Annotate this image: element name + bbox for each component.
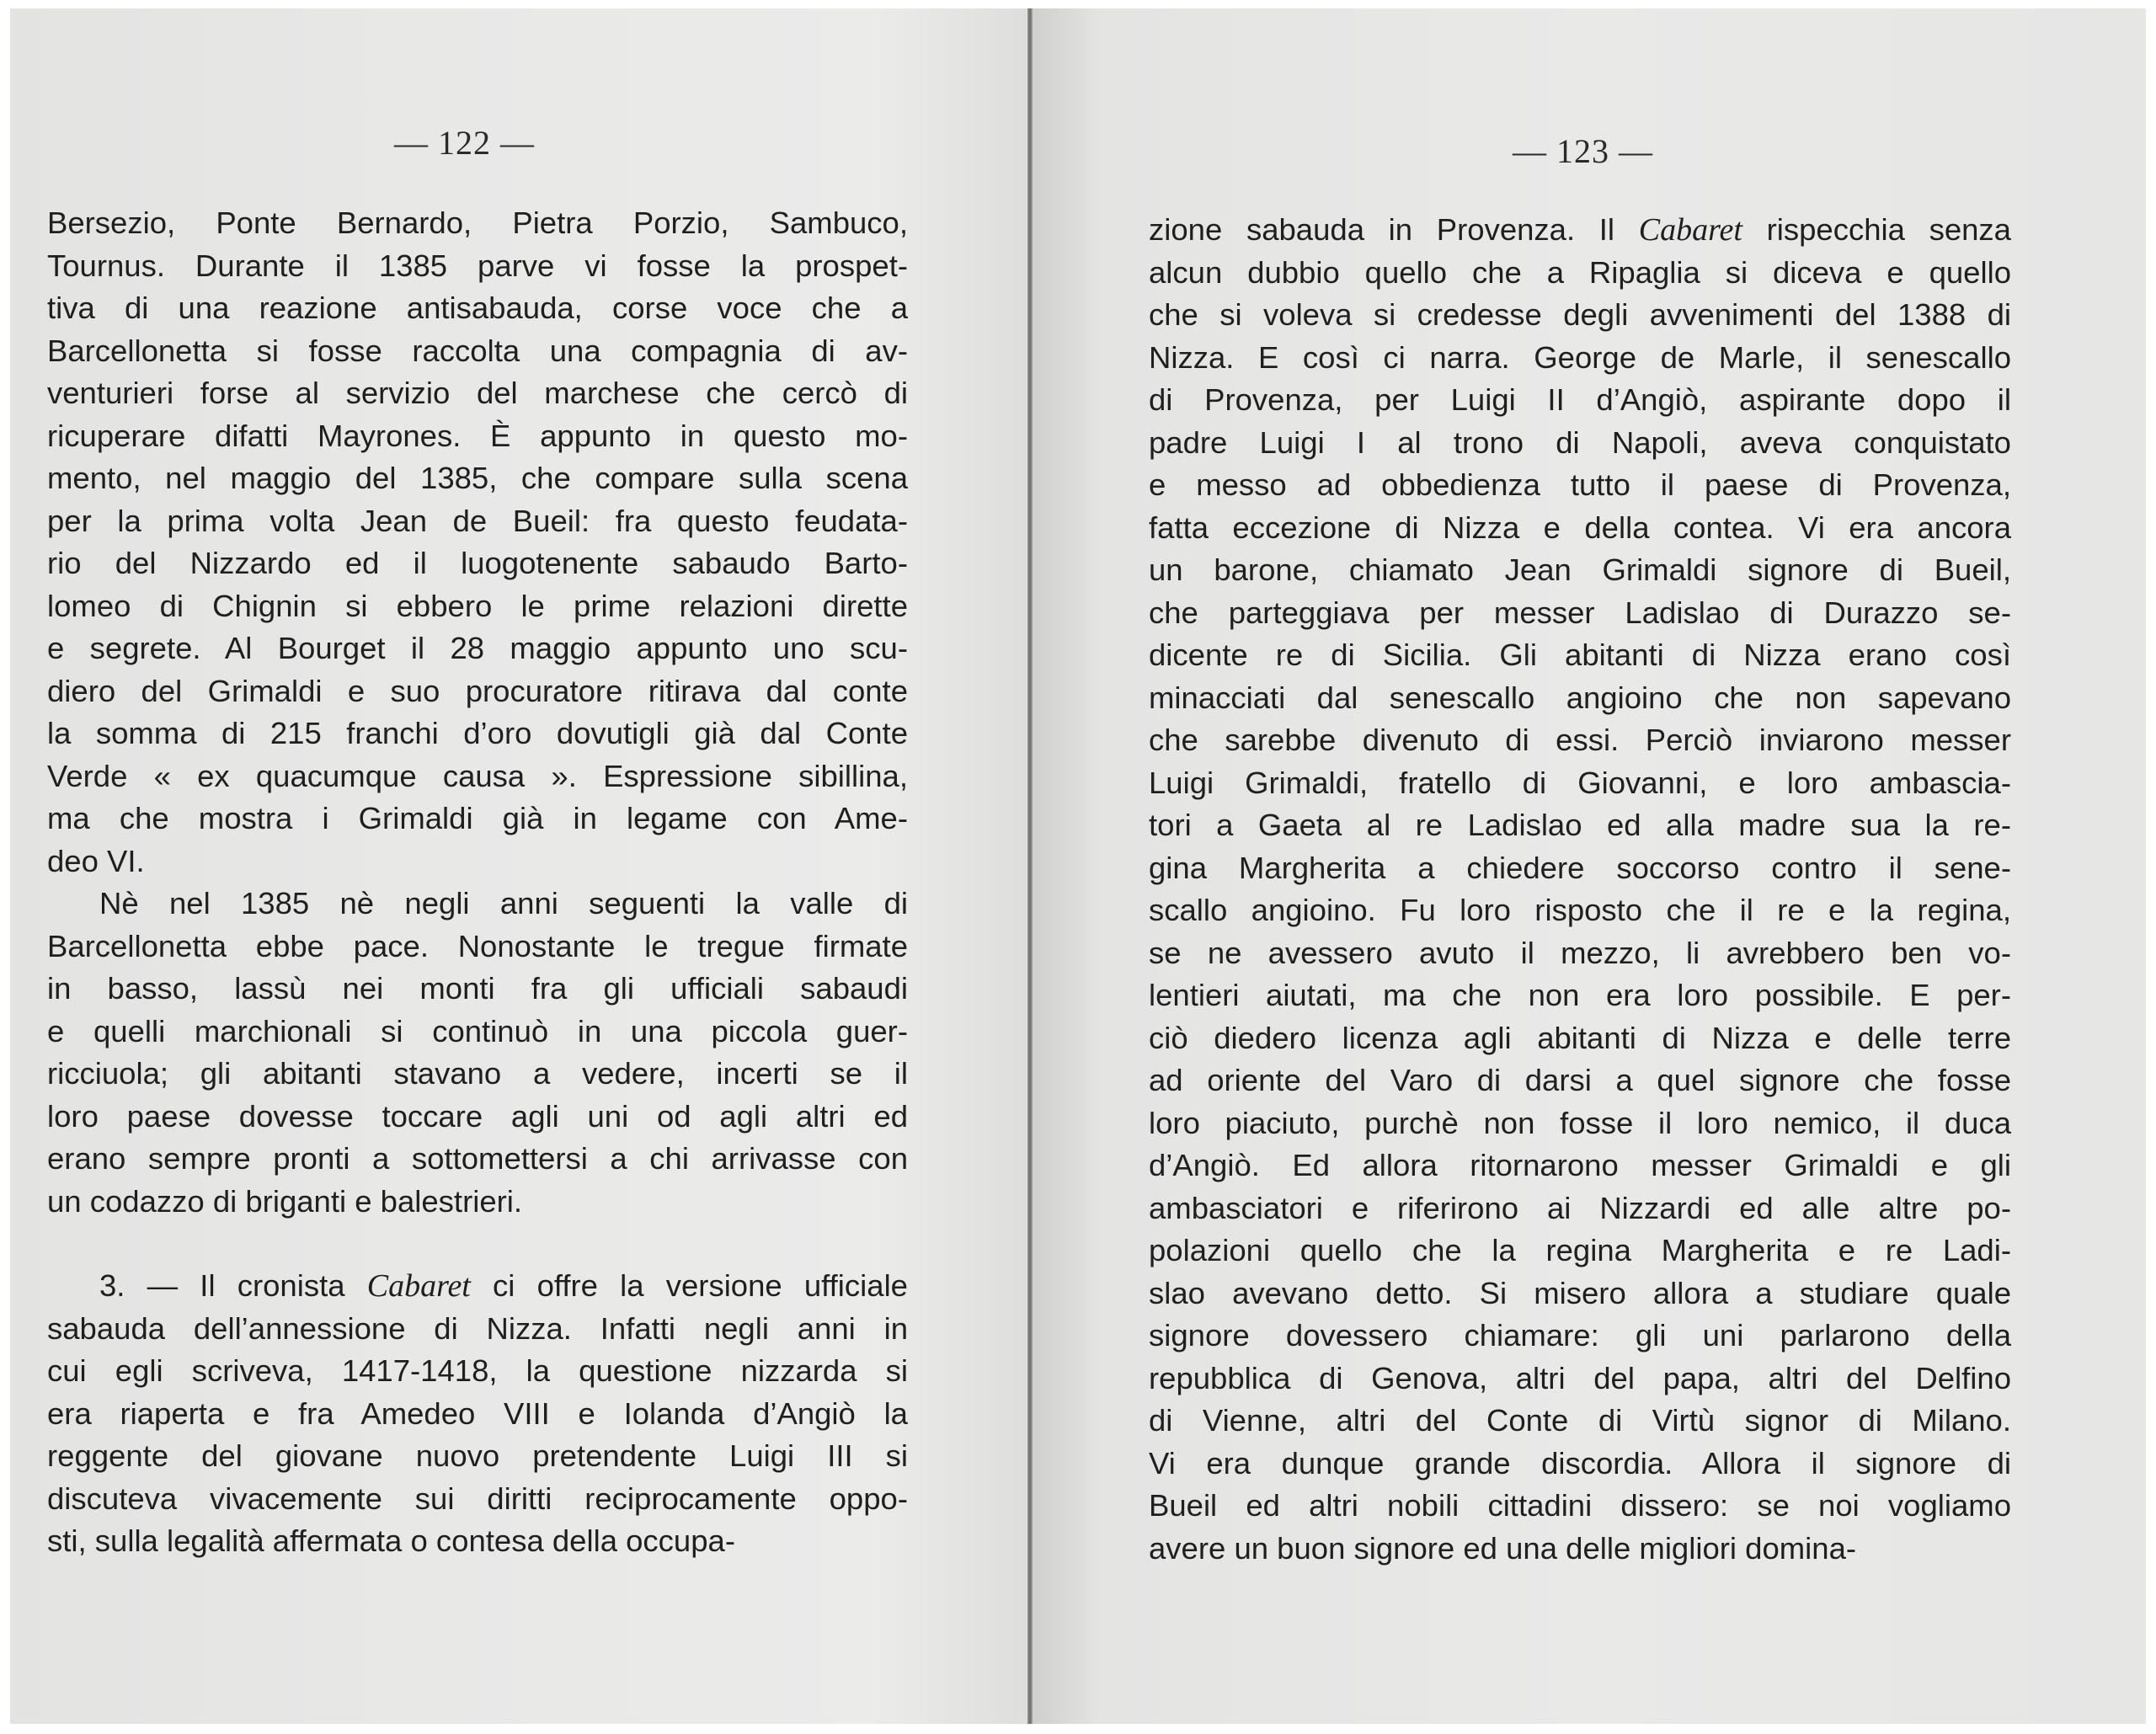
text-segment: un barone, chiamato Jean Grimaldi signore di Bueil, [1149, 552, 2011, 587]
text-line [47, 798, 908, 840]
text-line [1149, 209, 2011, 252]
text-line [47, 670, 908, 713]
left-page [10, 8, 1029, 1724]
text-segment: Barcellonetta si fosse raccolta una compagnia di av- [47, 333, 908, 368]
page-number-left: — 122 — [394, 124, 535, 162]
text-line [1149, 294, 2011, 337]
text-segment: diero del Grimaldi e suo procuratore ritirava dal conte [47, 673, 908, 708]
text-segment: avere un buon signore ed una delle migliori domina- [1149, 1530, 1857, 1566]
page-number-right: — 123 — [1513, 132, 1653, 170]
text-line [1149, 252, 2011, 295]
text-line [47, 1393, 908, 1436]
text-line [1149, 464, 2011, 507]
text-segment: signore dovessero chiamare: gli uni parlarono della [1149, 1318, 2011, 1353]
text-segment: lomeo di Chignin si ebbero le prime relazioni dirette [47, 588, 908, 623]
text-segment: sti, sulla legalità affermata o contesa della occupa- [47, 1523, 735, 1558]
text-line [47, 245, 908, 288]
text-segment: e quelli marchionali si continuò in una piccola guer- [47, 1013, 908, 1048]
text-segment: mento, nel maggio del 1385, che compare sulla scena [47, 461, 908, 495]
text-segment: ambasciatori e riferirono ai Nizzardi ed alle altre po- [1149, 1190, 2011, 1225]
text-line [1149, 1272, 2011, 1315]
text-line [1149, 1443, 2011, 1486]
text-line [1149, 549, 2011, 592]
italic-text: Cabaret [1638, 212, 1742, 248]
text-segment: venturieri forse al servizio del marchese che cercò di [47, 376, 908, 410]
text-line [47, 1011, 908, 1054]
text-segment: deo VI. [47, 843, 145, 878]
text-segment: se ne avessero avuto il mezzo, li avrebbero ben vo- [1149, 935, 2011, 970]
text-line [47, 1478, 908, 1521]
text-segment: fatta eccezione di Nizza e della contea. Vi era ancora [1149, 510, 2011, 545]
text-segment: loro piaciuto, purchè non fosse il loro nemico, il duca [1149, 1105, 2011, 1140]
text-line [1149, 1315, 2011, 1358]
text-line [47, 1096, 908, 1139]
text-segment: loro paese dovesse toccare agli uni od agli altri ed [47, 1098, 908, 1134]
text-line [47, 1265, 908, 1308]
text-segment: Vi era dunque grande discordia. Allora il signore di [1149, 1445, 2011, 1481]
text-line [47, 500, 908, 543]
text-segment: polazioni quello che la regina Margherita e re Ladi- [1149, 1233, 2011, 1267]
text-line [1149, 379, 2011, 422]
text-segment: gina Margherita a chiedere soccorso contro il sene- [1149, 850, 2011, 885]
text-line [47, 202, 908, 245]
text-line [47, 840, 908, 883]
text-segment: erano sempre pronti a sottomettersi a chi arrivasse con [47, 1141, 908, 1176]
text-line [47, 1181, 908, 1224]
text-line [47, 1435, 908, 1478]
text-segment: Nè nel 1385 nè negli anni seguenti la valle di [99, 886, 908, 920]
text-line [1149, 1358, 2011, 1401]
text-segment: che si voleva si credesse degli avvenimenti del 1388 di [1149, 297, 2011, 332]
text-line [47, 755, 908, 798]
text-line [47, 457, 908, 500]
text-segment: rio del Nizzardo ed il luogotenente sabaudo Barto- [47, 546, 908, 580]
italic-text: Cabaret [366, 1268, 471, 1304]
text-segment: ci offre la versione ufficiale [470, 1268, 908, 1303]
text-segment: tori a Gaeta al re Ladislao ed alla madre sua la re- [1149, 808, 2011, 842]
text-segment: Barcellonetta ebbe pace. Nonostante le tregue firmate [47, 928, 908, 963]
text-line [1149, 507, 2011, 550]
text-line [1149, 337, 2011, 380]
text-line [1149, 1528, 2011, 1571]
text-segment: Tournus. Durante il 1385 parve vi fosse la prospet- [47, 248, 908, 283]
text-line [47, 1138, 908, 1181]
text-line [1149, 677, 2011, 720]
text-line [47, 627, 908, 670]
text-segment: tiva di una reazione antisabauda, corse voce che a [47, 291, 908, 325]
text-line [1149, 974, 2011, 1017]
text-segment: in basso, lassù nei monti fra gli ufficiali sabaudi [47, 971, 908, 1006]
left-page-text [47, 202, 908, 1563]
text-segment: era riaperta e fra Amedeo VIII e Iolanda d’Angiò la [47, 1395, 908, 1431]
text-line [47, 883, 908, 926]
text-segment: Bueil ed altri nobili cittadini dissero: se noi vogliamo [1149, 1488, 2011, 1523]
text-line [47, 585, 908, 628]
text-segment: per la prima volta Jean de Bueil: fra questo feudata- [47, 503, 908, 538]
text-line [1149, 1485, 2011, 1528]
text-line [1149, 1059, 2011, 1102]
text-segment: cui egli scriveva, 1417-1418, la questione nizzarda si [47, 1353, 908, 1388]
text-segment: minacciati dal senescallo angioino che non sapevano [1149, 680, 2011, 715]
text-line [47, 1053, 908, 1096]
text-segment: 3. — Il cronista [99, 1268, 367, 1303]
text-line [1149, 889, 2011, 932]
text-line [1149, 719, 2011, 762]
text-line [1149, 847, 2011, 890]
text-segment: dicente re di Sicilia. Gli abitanti di Nizza erano così [1149, 638, 2011, 672]
text-segment: zione sabauda in Provenza. Il [1149, 212, 1639, 247]
text-segment: discuteva vivacemente sui diritti reciprocamente oppo- [47, 1481, 908, 1516]
text-line [1149, 1144, 2011, 1187]
text-segment: padre Luigi I al trono di Napoli, aveva conquistato [1149, 424, 2011, 460]
text-segment: un codazzo di briganti e balestrieri. [47, 1183, 523, 1219]
text-line [47, 330, 908, 373]
text-line [1149, 1102, 2011, 1145]
text-segment: e messo ad obbedienza tutto il paese di Provenza, [1149, 467, 2011, 502]
text-line [47, 926, 908, 968]
text-segment: sabauda dell’annessione di Nizza. Infatti negli anni in [47, 1310, 908, 1346]
text-segment: la somma di 215 franchi d’oro dovutigli già dal Conte [47, 716, 908, 750]
text-segment: reggente del giovane nuovo pretendente Luigi III si [47, 1438, 908, 1473]
text-segment: ricciuola; gli abitanti stavano a vedere, incerti se il [47, 1056, 908, 1091]
text-segment: di Provenza, per Luigi II d’Angiò, aspirante dopo il [1149, 382, 2011, 417]
text-segment: Luigi Grimaldi, fratello di Giovanni, e loro ambascia- [1149, 765, 2011, 800]
text-segment: che parteggiava per messer Ladislao di Durazzo se- [1149, 595, 2011, 630]
right-page-text [1149, 209, 2011, 1570]
text-segment: lentieri aiutati, ma che non era loro possibile. E per- [1149, 978, 2011, 1012]
text-line [1149, 1400, 2011, 1443]
book-spread [10, 8, 2146, 1724]
text-segment: ciò diedero licenza agli abitanti di Nizza e delle terre [1149, 1020, 2011, 1055]
text-line [1149, 422, 2011, 465]
text-line [1149, 1017, 2011, 1060]
text-segment: scallo angioino. Fu loro risposto che il re e la regina, [1149, 893, 2011, 927]
text-line [47, 287, 908, 330]
text-segment: alcun dubbio quello che a Ripaglia si diceva e quello [1149, 254, 2011, 290]
text-segment: d’Angiò. Ed allora ritornarono messer Grimaldi e gli [1149, 1148, 2011, 1182]
text-segment: rispecchia senza [1742, 212, 2011, 247]
text-segment: ma che mostra i Grimaldi già in legame con Ame- [47, 801, 908, 835]
right-page [1033, 8, 2146, 1724]
text-line [1149, 634, 2011, 677]
text-segment: repubblica di Genova, altri del papa, altri del Delfino [1149, 1360, 2011, 1395]
text-segment: che sarebbe divenuto di essi. Perciò inviarono messer [1149, 723, 2011, 757]
text-line [1149, 932, 2011, 975]
text-line [47, 372, 908, 415]
text-segment: Nizza. E così ci narra. George de Marle, il senescallo [1149, 339, 2011, 375]
text-line [1149, 762, 2011, 805]
text-line [1149, 804, 2011, 847]
text-line [47, 1520, 908, 1563]
text-segment: Bersezio, Ponte Bernardo, Pietra Porzio, Sambuco, [47, 205, 908, 240]
text-segment: di Vienne, altri del Conte di Virtù signor di Milano. [1149, 1403, 2011, 1438]
text-line [47, 968, 908, 1011]
text-line [47, 415, 908, 458]
text-segment: Verde « ex quacumque causa ». Espressione sibillina, [47, 758, 908, 793]
text-line [47, 1350, 908, 1393]
text-line [47, 712, 908, 755]
text-line [47, 542, 908, 585]
text-segment: e segrete. Al Bourget il 28 maggio appunto uno scu- [47, 631, 908, 665]
text-segment: ricuperare difatti Mayrones. È appunto in questo mo- [47, 418, 908, 453]
text-line [1149, 1230, 2011, 1272]
text-line [1149, 592, 2011, 635]
text-line [47, 1308, 908, 1351]
text-segment: ad oriente del Varo di darsi a quel signore che fosse [1149, 1063, 2011, 1097]
text-line [1149, 1187, 2011, 1230]
text-segment: slao avevano detto. Si misero allora a studiare quale [1149, 1275, 2011, 1310]
